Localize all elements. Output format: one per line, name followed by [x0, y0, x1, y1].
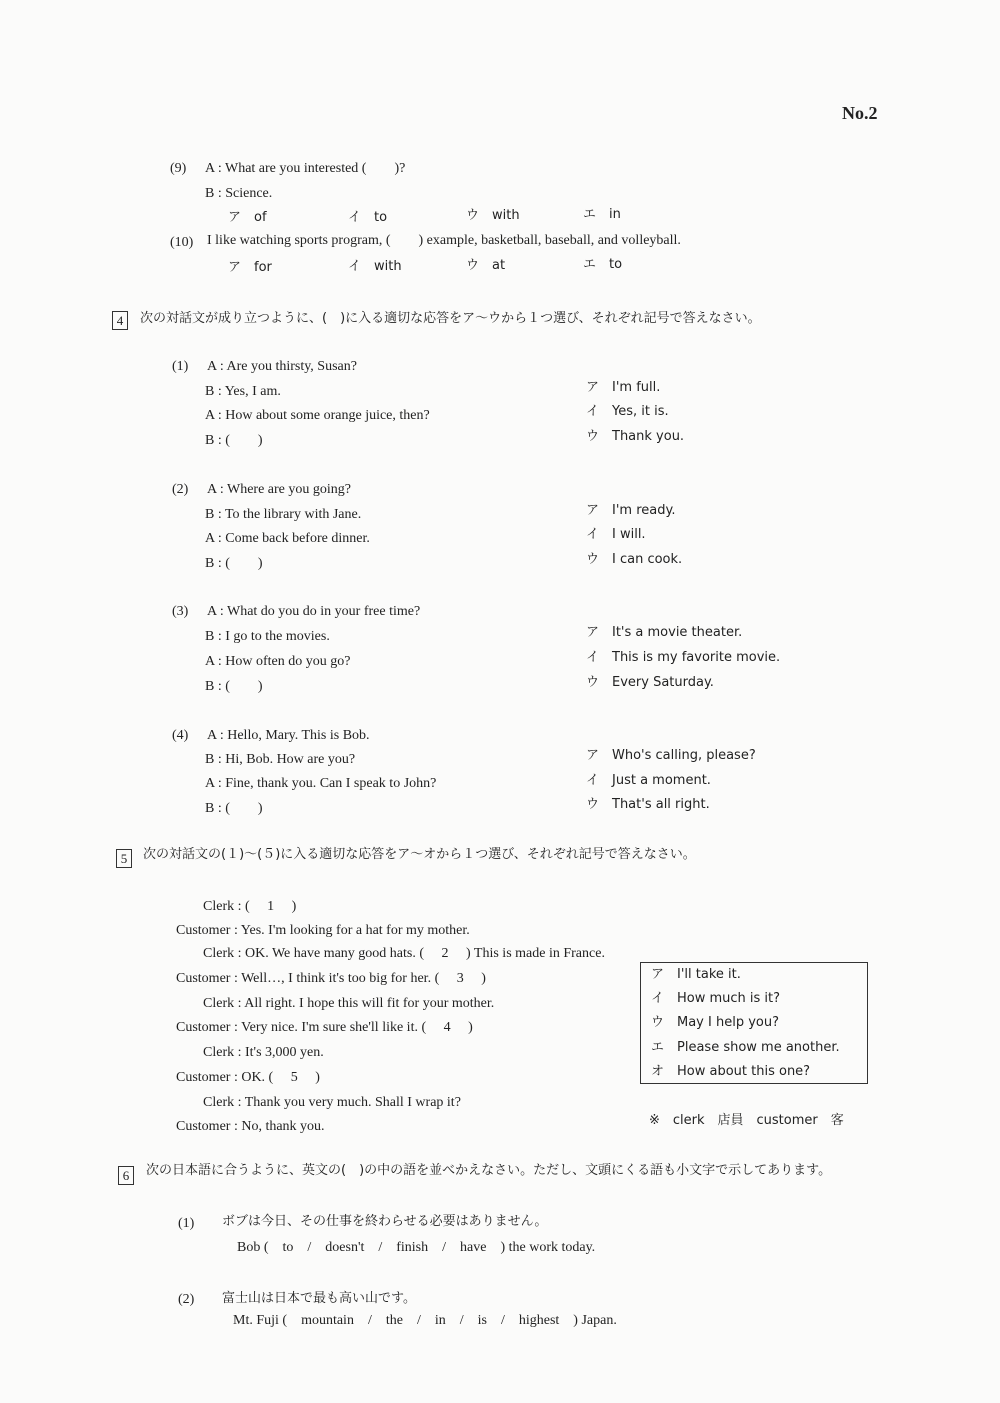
choice: イ Just a moment. [586, 773, 711, 788]
answer-choices-box [640, 962, 868, 1084]
question-number: (9) [170, 161, 187, 176]
dialogue-line: A : Fine, thank you. Can I speak to John? [205, 776, 437, 791]
dialogue-line: A : Hello, Mary. This is Bob. [207, 728, 370, 743]
dialogue-line: B : To the library with Jane. [205, 507, 362, 522]
question-number: (1) [172, 359, 189, 374]
choice: ア of [228, 210, 267, 225]
choice: ウ at [466, 258, 506, 273]
choice: ウ That's all right. [586, 797, 710, 812]
dialogue-line: Customer : OK. ( 5 ) [176, 1070, 320, 1085]
dialogue-line: A : Where are you going? [207, 482, 351, 497]
choice: イ I will. [586, 527, 646, 542]
choice: ア Who's calling, please? [586, 748, 756, 763]
sentence-line: I like watching sports program, ( ) example, basketball, baseball, and volleyball. [207, 233, 681, 248]
dialogue-line: B : I go to the movies. [205, 629, 330, 644]
section-number-box: 5 [116, 849, 132, 868]
choice: ア I'm ready. [586, 503, 676, 518]
choice: ア for [228, 260, 272, 275]
reorder-sentence: Bob ( to / doesn't / finish / have ) the work today. [237, 1240, 596, 1255]
dialogue-line: A : Come back before dinner. [205, 531, 370, 546]
answer-blank: B : ( ) [205, 679, 263, 694]
dialogue-line: Customer : Well…, I think it's too big for her. ( 3 ) [176, 971, 486, 986]
question-number: (2) [172, 482, 189, 497]
choice: ウ I can cook. [586, 552, 683, 567]
dialogue-line: Customer : Very nice. I'm sure she'll like it. ( 4 ) [176, 1020, 473, 1035]
dialogue-line: Customer : Yes. I'm looking for a hat for my mother. [176, 923, 470, 938]
section-number-box: 6 [118, 1166, 134, 1185]
choice: イ Yes, it is. [586, 404, 669, 419]
dialogue-line: A : Are you thirsty, Susan? [207, 359, 357, 374]
dialogue-line: Clerk : All right. I hope this will fit for your mother. [203, 996, 495, 1011]
japanese-sentence: 富士山は日本で最も高い山です。 [222, 1291, 416, 1306]
choice: イ This is my favorite movie. [586, 650, 781, 665]
dialogue-line: B : Science. [205, 186, 273, 201]
choice: エ Please show me another. [651, 1040, 840, 1055]
answer-blank: B : ( ) [205, 556, 263, 571]
choice: ア I'm full. [586, 380, 661, 395]
choice: イ with [348, 259, 402, 274]
question-number: (10) [170, 235, 194, 250]
choice: ウ Every Saturday. [586, 675, 714, 690]
dialogue-line: Clerk : ( 1 ) [203, 899, 297, 914]
section-instruction: 次の対話文が成り立つように、( )に入る適切な応答をア〜ウから１つ選び、それぞれ記号で答えなさい。 [140, 311, 761, 326]
answer-blank: B : ( ) [205, 433, 263, 448]
choice: エ to [583, 257, 623, 272]
dialogue-line: A : What do you do in your free time? [207, 604, 421, 619]
choice: イ to [348, 210, 388, 225]
answer-blank: B : ( ) [205, 801, 263, 816]
page-number: No.2 [842, 103, 878, 123]
dialogue-line: A : How often do you go? [205, 654, 351, 669]
dialogue-line: Clerk : It's 3,000 yen. [203, 1045, 324, 1060]
section-instruction: 次の日本語に合うように、英文の( )の中の語を並べかえなさい。ただし、文頭にくる語も小文字で示してあります。 [146, 1163, 832, 1178]
dialogue-line: Customer : No, thank you. [176, 1119, 325, 1134]
choice: オ How about this one? [651, 1064, 811, 1079]
japanese-sentence: ボブは今日、その仕事を終わらせる必要はありません。 [222, 1214, 548, 1229]
choice: エ in [583, 207, 621, 222]
question-number: (2) [178, 1292, 195, 1307]
reorder-sentence: Mt. Fuji ( mountain / the / in / is / highest ) Japan. [233, 1313, 617, 1328]
question-number: (1) [178, 1216, 195, 1231]
dialogue-line: A : What are you interested ( )? [205, 161, 406, 176]
choice: イ How much is it? [651, 991, 781, 1006]
question-number: (4) [172, 728, 189, 743]
dialogue-line: B : Yes, I am. [205, 384, 281, 399]
dialogue-line: Clerk : OK. We have many good hats. ( 2 ) This is made in France. [203, 946, 605, 961]
dialogue-line: A : How about some orange juice, then? [205, 408, 430, 423]
dialogue-line: B : Hi, Bob. How are you? [205, 752, 356, 767]
choice: ウ Thank you. [586, 429, 685, 444]
section-number-box: 4 [112, 311, 128, 330]
choice: ウ with [466, 208, 520, 223]
vocabulary-note: ※ clerk 店員 customer 客 [649, 1113, 844, 1128]
dialogue-line: Clerk : Thank you very much. Shall I wrap it? [203, 1095, 461, 1110]
choice: ウ May I help you? [651, 1015, 779, 1030]
choice: ア It's a movie theater. [586, 625, 743, 640]
section-instruction: 次の対話文の(１)〜(５)に入る適切な応答をア〜オから１つ選び、それぞれ記号で答えなさい。 [143, 847, 696, 862]
question-number: (3) [172, 604, 189, 619]
choice: ア I'll take it. [651, 967, 741, 982]
